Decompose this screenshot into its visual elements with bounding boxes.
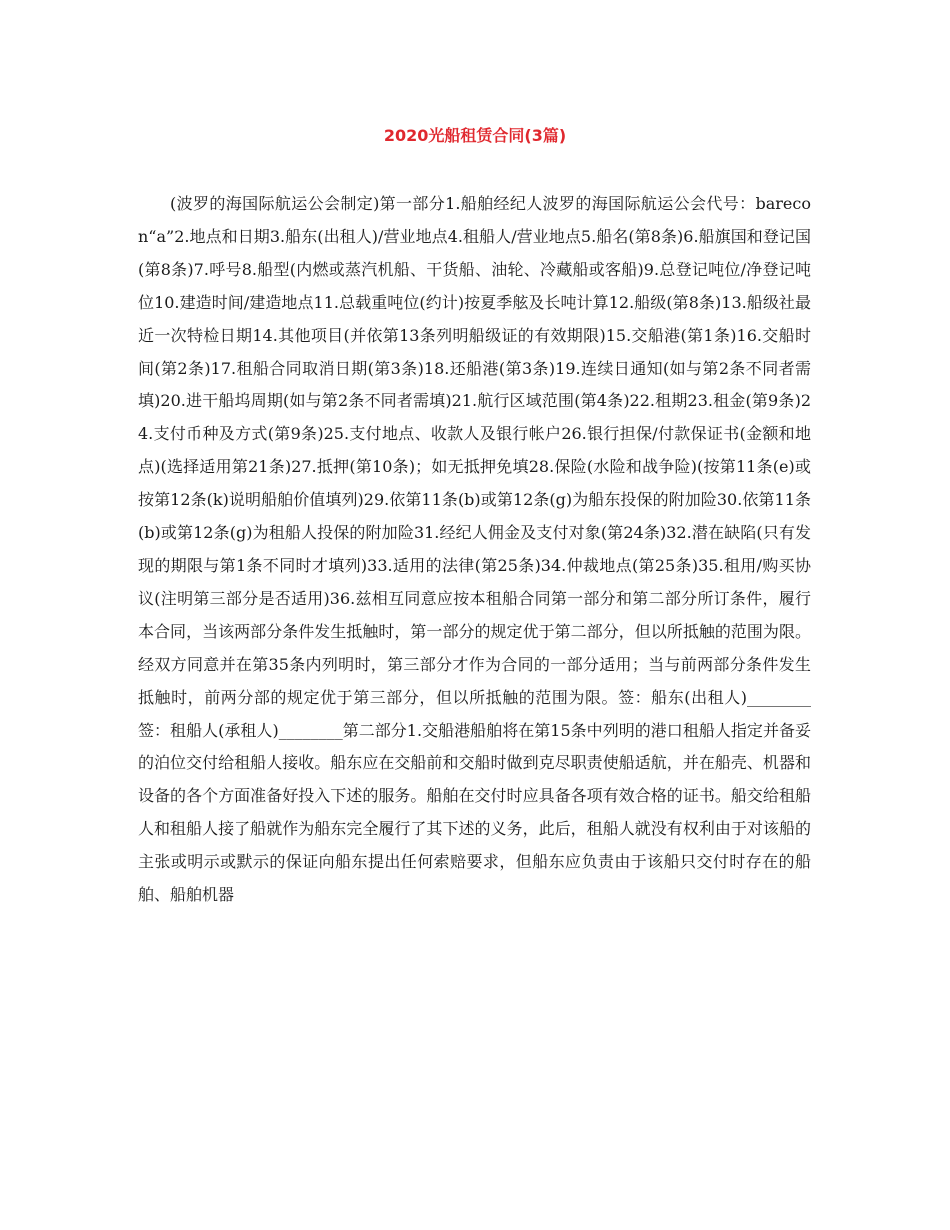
document-body-paragraph: (波罗的海国际航运公会制定)第一部分1.船舶经纪人波罗的海国际航运公会代号：barecon“a”2.地点和日期3.船东(出租人)/营业地点4.租船人/营业地点5.船名(第8条)6.船旗国和登记国(第8条)7.呼号8.船型(内燃或蒸汽机船、干货船、油轮、冷藏船或客船)9.总登记吨位/净登记吨位10.建造时间/建造地点11.总载重吨位(约计)按夏季舷及长吨计算12.船级(第8条)13.船级社最近一次特检日期14.其他项目(并依第13条列明船级证的有效期限)15.交船港(第1条)16.交船时间(第2条)17.租船合同取消日期(第3条)18.还船港(第3条)19.连续日通知(如与第2条不同者需填)20.进干船坞周期(如与第2条不同者需填)21.航行区域范围(第4条)22.租期23.租金(第9条)24.支付币种及方式(第9条)25.支付地点、收款人及银行帐户26.银行担保/付款保证书(金额和地点)(选择适用第21条)27.抵押(第10条)；如无抵押免填28.保险(水险和战争险)(按第11条(e)或按第12条(k)说明船舶价值填列)29.依第11条(b)或第12条(g)为船东投保的附加险30.依第11条(b)或第12条(g)为租船人投保的附加险31.经纪人佣金及支付对象(第24条)32.潜在缺陷(只有发现的期限与第1条不同时才填列)33.适用的法律(第25条)34.仲裁地点(第25条)35.租用/购买协议(注明第三部分是否适用)36.兹相互同意应按本租船合同第一部分和第二部分所订条件，履行本合同，当该两部分条件发生抵触时，第一部分的规定优于第二部分，但以所抵触的范围为限。经双方同意并在第35条内列明时，第三部分才作为合同的一部分适用；当与前两部分条件发生抵触时，前两分部的规定优于第三部分，但以所抵触的范围为限。签：船东(出租人)________签：租船人(承租人)________第二部分1.交船港船舶将在第15条中列明的港口租船人指定并备妥的泊位交付给租船人接收。船东应在交船前和交船时做到克尽职责使船适航，并在船壳、机器和设备的各个方面准备好投入下述的服务。船舶在交付时应具备各项有效合格的证书。船交给租船人和租船人接了船就作为船东完全履行了其下述的义务，此后，租船人就没有权利由于对该船的主张或明示或默示的保证向船东提出任何索赔要求，但船东应负责由于该船只交付时存在的船舶、船舶机器 (138, 194, 811, 905)
document-title: 2020光船租赁合同(3篇) (383, 126, 567, 145)
